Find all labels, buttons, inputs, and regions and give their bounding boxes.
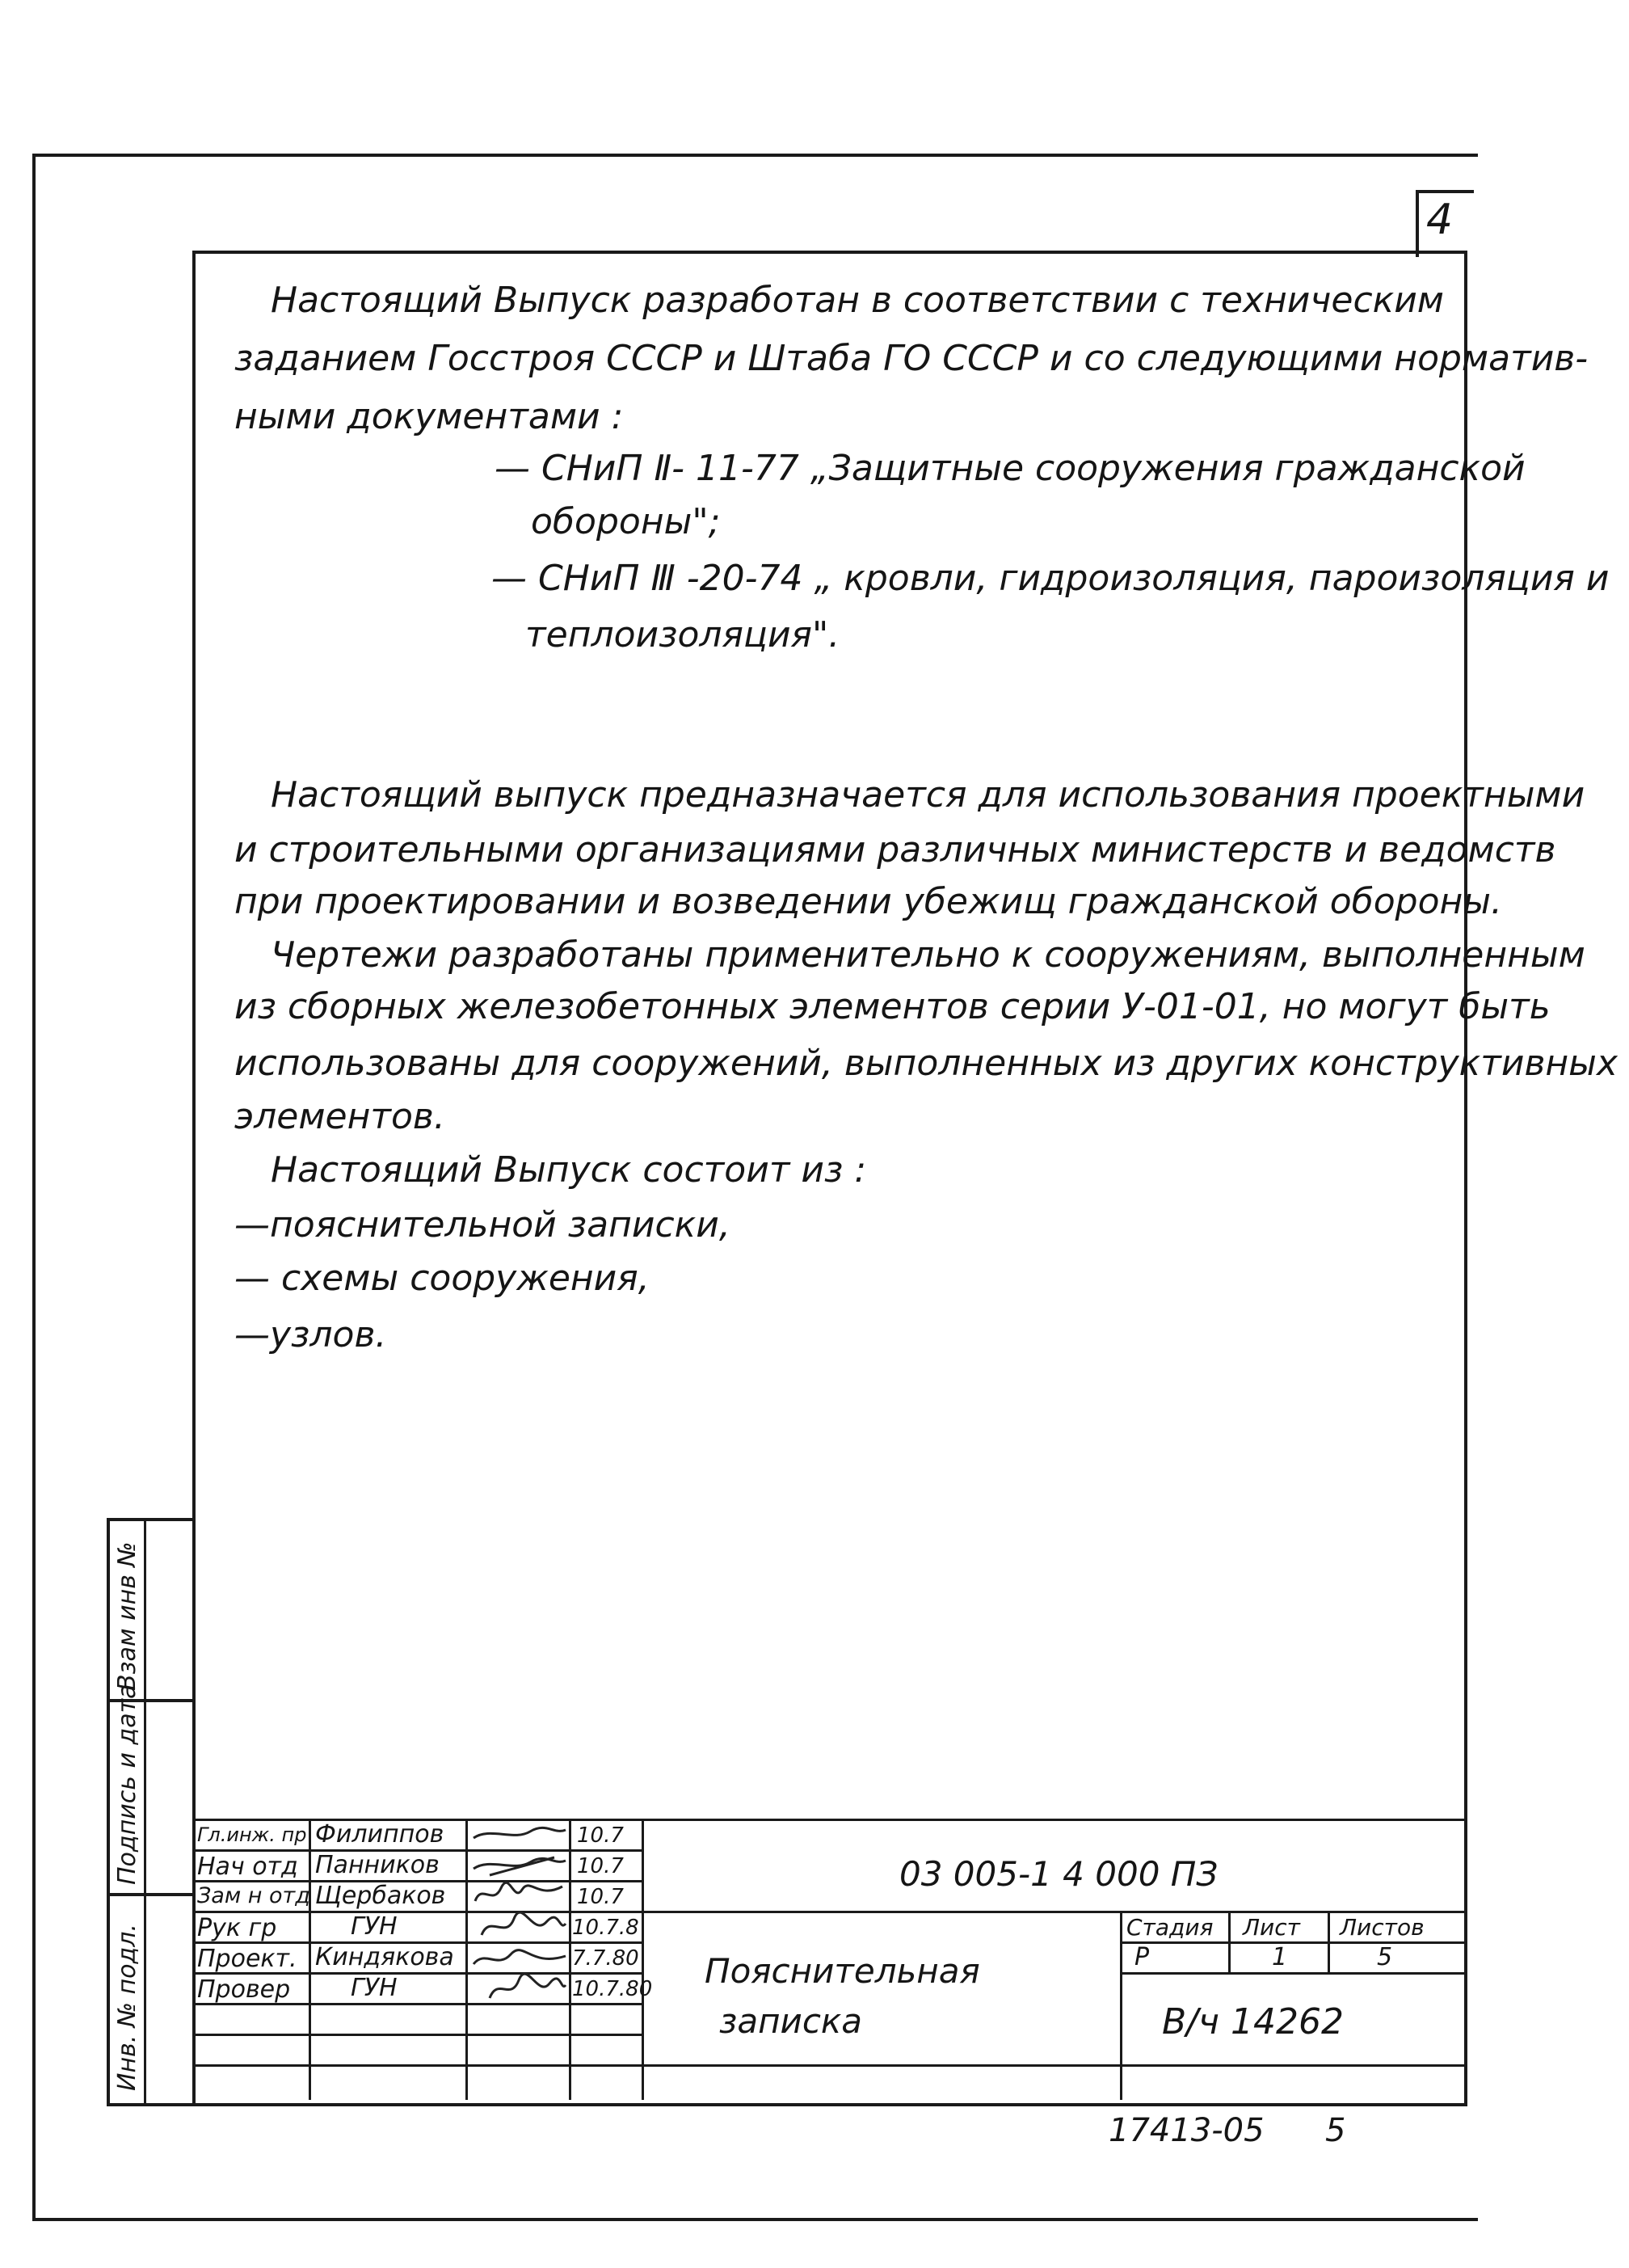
role-cell: Проект. — [197, 1945, 297, 1973]
title-block-row-line — [1120, 1972, 1464, 1975]
side-stamp-row-line — [110, 1893, 196, 1896]
title-block-col-line — [309, 1819, 311, 2100]
para3-line-4: элементов. — [234, 1096, 445, 1137]
reference-2-line-a: — СНиП Ⅲ -20-74 „ кровли, гидроизоляция, пароизоляция и — [491, 558, 1610, 599]
reference-2-line-b: теплоизоляция". — [525, 614, 840, 656]
body-line-2: заданием Госстроя СССР и Штаба ГО СССР и со следующими норматив- — [234, 338, 1589, 379]
sheet-number: 4 — [1426, 196, 1454, 244]
title-block-row-line — [192, 2064, 1464, 2067]
side-stamp-vzam: Взам инв № — [113, 1541, 141, 1691]
name-cell: Щербаков — [315, 1882, 446, 1910]
bottom-inventory-code: 17413-05 — [1109, 2112, 1265, 2149]
title-block-row-line — [192, 2034, 642, 2036]
role-cell: Провер — [197, 1975, 291, 2004]
side-stamp-inv-num: Инв. № подл. — [113, 1924, 141, 2091]
date-cell: 10.7 — [577, 1823, 624, 1848]
side-stamp-sign-date: Подпись и дата — [113, 1684, 141, 1885]
date-cell: 7.7.80 — [572, 1946, 639, 1971]
name-cell: Киндякова — [315, 1943, 454, 1971]
title-block-col-line — [1328, 1911, 1330, 1972]
name-cell: ГУН — [351, 1974, 398, 2002]
sheets-value: 5 — [1377, 1943, 1393, 1971]
title-block-col-line — [642, 1819, 644, 2100]
title-block — [192, 1819, 1464, 2100]
para2-line-2: и строительными организациями различных министерств и ведомств — [234, 829, 1556, 871]
para4-line-1: Настоящий Выпуск состоит из : — [271, 1149, 867, 1191]
para3-line-3: использованы для сооружений, выполненных из других конструктивных — [234, 1043, 1618, 1084]
list-item-2: — схемы сооружения, — [234, 1258, 650, 1299]
stage-value: Р — [1134, 1943, 1150, 1971]
title-block-row-line — [1120, 1941, 1464, 1944]
list-item-3: —узлов. — [234, 1314, 387, 1355]
body-line-3: ными документами : — [234, 396, 624, 437]
role-cell: Гл.инж. пр — [197, 1823, 307, 1846]
date-cell: 10.7 — [577, 1885, 624, 1909]
name-cell: ГУН — [351, 1912, 398, 1941]
document-code: 03 005-1 4 000 ПЗ — [899, 1854, 1219, 1894]
title-block-col-line — [1228, 1911, 1231, 1972]
list-item-1: —пояснительной записки, — [234, 1204, 730, 1246]
para2-line-1: Настоящий выпуск предназначается для использования проектными — [271, 774, 1585, 816]
reference-1-line-a: — СНиП Ⅱ- 11-77 „Защитные сооружения гражданской — [495, 448, 1526, 489]
date-cell: 10.7 — [577, 1854, 624, 1878]
name-cell: Панников — [315, 1851, 440, 1879]
para3-line-1: Чертежи разработаны применительно к сооружениям, выполненным — [271, 934, 1585, 976]
role-cell: Нач отд — [197, 1853, 298, 1881]
sheets-label: Листов — [1340, 1914, 1425, 1941]
stage-label: Стадия — [1126, 1914, 1214, 1941]
reference-1-line-b: обороны"; — [531, 501, 721, 542]
organization: В/ч 14262 — [1162, 2001, 1344, 2042]
sheet-label: Лист — [1243, 1914, 1300, 1941]
document-title-line-2: записка — [719, 2001, 863, 2041]
role-cell: Зам н отд — [197, 1883, 310, 1908]
name-cell: Филиппов — [315, 1820, 444, 1849]
signatures — [465, 1819, 570, 2003]
role-cell: Рук гр — [197, 1914, 277, 1942]
para3-line-2: из сборных железобетонных элементов серии У-01-01, но могут быть — [234, 986, 1551, 1027]
date-cell: 10.7.80 — [572, 1977, 653, 2001]
body-line-1: Настоящий Выпуск разработан в соответствии с техническим — [271, 280, 1444, 321]
document-title-line-1: Пояснительная — [705, 1951, 980, 1991]
side-stamp-divider — [144, 1521, 146, 2103]
bottom-page-number: 5 — [1325, 2112, 1346, 2149]
title-block-col-line — [1120, 1911, 1122, 2100]
para2-line-3: при проектировании и возведении убежищ гражданской обороны. — [234, 881, 1503, 922]
date-cell: 10.7.8 — [572, 1916, 639, 1940]
sheet-value: 1 — [1272, 1943, 1288, 1971]
side-stamp — [107, 1518, 196, 2106]
